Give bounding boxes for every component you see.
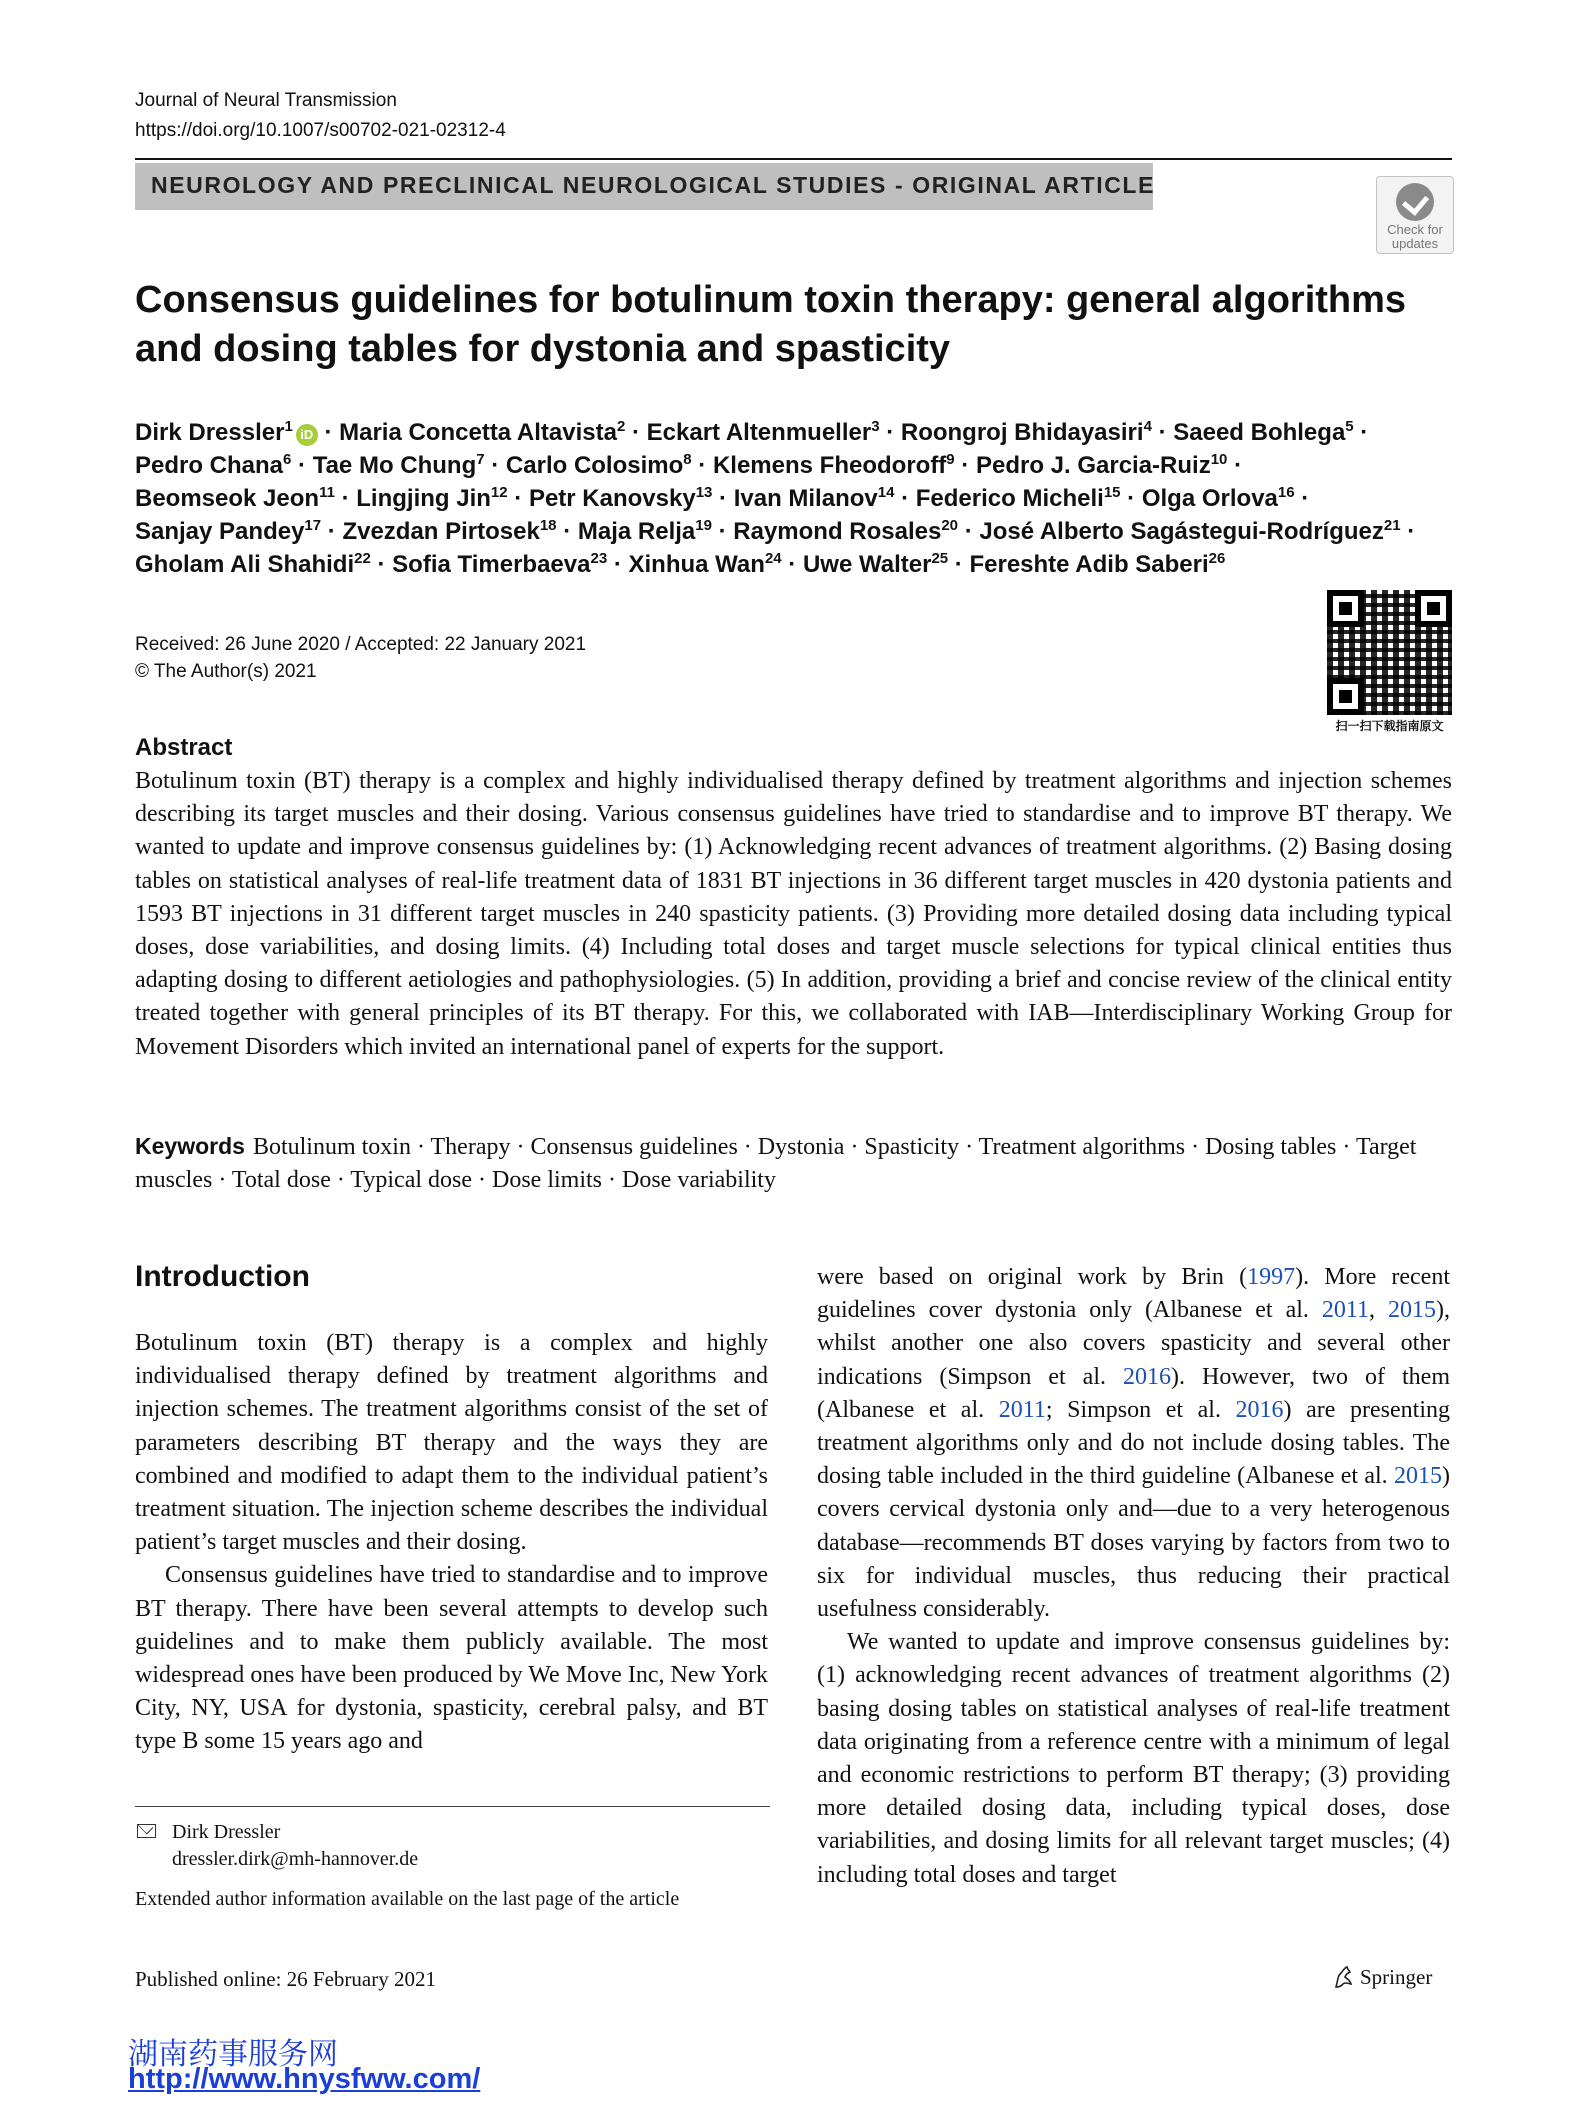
paragraph: We wanted to update and improve consensus guidelines by: (1) acknowledging recent advances of treatment algorithms (2) basing dosing tables on statistical analyses of real-life treatment data originating from a reference centre with a minimum of legal and economic restrictions to perform BT therapy; (3) providing more detailed dosing data, including typical doses, dose variabilities, and dosing limits for all relevant target muscles; (4) including total doses and target: [817, 1629, 1450, 1888]
author[interactable]: Zvezdan Pirtosek$^{18}$: [342, 517, 557, 545]
author[interactable]: Pedro Chana$^6$: [135, 451, 292, 479]
author[interactable]: Eckart Altenmueller$^3$: [646, 418, 880, 446]
copyright: © The Author(s) 2021: [135, 661, 317, 682]
author[interactable]: Dirk Dressler$^1$ iD: [135, 419, 318, 446]
author[interactable]: Petr Kanovsky$^{13}$: [528, 484, 713, 512]
publisher-name: Springer: [1360, 1965, 1433, 1989]
citation-link[interactable]: 2016: [1123, 1363, 1171, 1390]
check-for-updates-button[interactable]: [1376, 176, 1454, 254]
author[interactable]: Sofia Timerbaeva$^{23}$: [392, 550, 608, 578]
category-bar: [135, 163, 1156, 210]
paragraph: Consensus guidelines have tried to standardise and to improve BT therapy. There have been several attempts to develop such guidelines and to make them publicly available. The most widespread ones have been produced by We Move Inc, New York City, NY, USA for dystonia, spasticity, cerebral palsy, and BT type B some 15 years ago and: [135, 1562, 768, 1755]
corresponding-name: Dirk Dressler: [172, 1821, 281, 1843]
author[interactable]: Xinhua Wan$^{24}$: [628, 550, 782, 578]
envelope-icon: [137, 1824, 156, 1838]
abstract-heading: Abstract: [135, 734, 233, 761]
author[interactable]: Roongroj Bhidayasiri$^4$: [900, 418, 1152, 446]
author[interactable]: Beomseok Jeon$^{11}$: [135, 484, 335, 512]
keywords-label: Keywords: [135, 1133, 245, 1159]
title-line-1: Consensus guidelines for botulinum toxin therapy: general algorithms: [135, 279, 1407, 321]
paragraph: were based on original work by Brin (1997). More recent guidelines cover dystonia only (Albanese et al. 2011, 2015), whilst another one also covers spasticity and several other indications (Simpson et al. 2016). However, two of them (Albanese et al. 2011; Simpson et al. 2016) are presenting treatment algorithms only and do not include dosing tables. The dosing table included in the third guideline (Albanese et al. 2015) covers cervical dystonia only and—due to a very heterogenous database—recommends BT doses varying by factors from two to six for individual muscles, thus reducing their practical usefulness considerably.: [817, 1264, 1451, 1623]
corresponding-author: [172, 1819, 418, 1873]
check-updates-icon: [1396, 183, 1434, 221]
introduction-heading: Introduction: [135, 1260, 310, 1293]
author[interactable]: Klemens Fheodoroff$^9$: [712, 451, 955, 479]
author[interactable]: Gholam Ali Shahidi$^{22}$: [135, 550, 371, 578]
citation-link[interactable]: 2011: [1321, 1297, 1369, 1324]
author[interactable]: Uwe Walter$^{25}$: [802, 550, 949, 578]
paragraph: Botulinum toxin (BT) therapy is a complex and highly individualised therapy defined by treatment algorithms and injection schemes. The treatment algorithms consist of the set of parameters describing BT therapy and the ways they are combined and modified to adapt them to the individual patient’s treatment situation. The injection scheme describes the individual patient’s target muscles and their dosing.: [135, 1330, 768, 1556]
author[interactable]: Saeed Bohlega$^5$: [1173, 418, 1354, 446]
springer-horse-icon: [1332, 1965, 1354, 1989]
watermark-url[interactable]: http://www.hnysfww.com/: [128, 2063, 481, 2095]
citation-link[interactable]: 1997: [1247, 1264, 1296, 1290]
qr-code-icon[interactable]: [1327, 590, 1452, 715]
header-rule: [135, 158, 1452, 160]
article-title: [135, 276, 1425, 374]
citation-link[interactable]: 2011: [998, 1396, 1046, 1423]
qr-finder: [1415, 590, 1452, 627]
citation-link[interactable]: 2016: [1235, 1396, 1284, 1423]
author[interactable]: Maria Concetta Altavista$^2$: [339, 418, 626, 446]
journal-header: [135, 86, 506, 146]
extended-author-info: Extended author information available on the last page of the article: [135, 1888, 680, 1910]
email-link[interactable]: dressler.dirk@mh-hannover.de: [172, 1848, 419, 1870]
watermark-site-name: 湖南药事服务网: [128, 2037, 338, 2072]
author[interactable]: Olga Orlova$^{16}$: [1141, 484, 1295, 512]
qr-finder: [1327, 590, 1364, 627]
check-updates-label: Check for updates: [1387, 222, 1443, 251]
author[interactable]: Sanjay Pandey$^{17}$: [135, 517, 322, 545]
published-date: Published online: 26 February 2021: [135, 1967, 436, 1991]
footnote-rule: [135, 1806, 770, 1807]
keywords-text: Botulinum toxin · Therapy · Consensus guidelines · Dystonia · Spasticity · Treatment algorithms · Dosing tables · Target muscles · Total dose · Typical dose · Dose limits · Dose variability: [135, 1134, 1417, 1194]
author-list: Dirk Dressler$^1$ iD · Maria Concetta Altavista$^2$ · Eckart Altenmueller$^3$ · Roongroj Bhidayasiri$^4$ · Saeed Bohlega$^5$ · Pedro Chana$^6$ · Tae Mo Chung$^7$ · Carlo Colosimo$^8$ · Klemens Fheodoroff$^9$ · Pedro J. Garcia-Ruiz$^{10}$ · Beomseok Jeon$^{11}$ · Lingjing Jin$^{12}$ · Petr Kanovsky$^{13}$ · Ivan Milanov$^{14}$ · Federico Micheli$^{15}$ · Olga Orlova$^{16}$ · Sanjay Pandey$^{17}$ · Zvezdan Pirtosek$^{18}$ · Maja Relja$^{19}$ · Raymond Rosales$^{20}$ · José Alberto Sagástegui-Rodríguez$^{21}$ · Gholam Ali Shahidi$^{22}$ · Sofia Timerbaeva$^{23}$ · Xinhua Wan$^{24}$ · Uwe Walter$^{25}$ · Fereshte Adib Saberi$^{26}$: [135, 418, 1416, 578]
qr-caption: 扫一扫下载指南原文: [1335, 719, 1444, 733]
citation-link[interactable]: 2015: [1394, 1463, 1442, 1490]
qr-finder: [1327, 678, 1364, 715]
author[interactable]: Maja Relja$^{19}$: [577, 517, 712, 545]
received-accepted: Received: 26 June 2020 / Accepted: 22 January 2021: [135, 634, 587, 655]
author[interactable]: Tae Mo Chung$^7$: [312, 451, 485, 479]
author[interactable]: Lingjing Jin$^{12}$: [356, 484, 508, 512]
author[interactable]: Federico Micheli$^{15}$: [915, 484, 1121, 512]
author[interactable]: Fereshte Adib Saberi$^{26}$: [969, 550, 1226, 578]
publisher-logo[interactable]: [1332, 1962, 1432, 1992]
author[interactable]: Pedro J. Garcia-Ruiz$^{10}$: [975, 451, 1228, 479]
body-column-left: [135, 1327, 768, 1759]
article-dates: [135, 631, 586, 685]
author[interactable]: José Alberto Sagástegui-Rodríguez$^{21}$: [979, 517, 1401, 545]
title-line-2: and dosing tables for dystonia and spasticity: [135, 328, 951, 370]
abstract-text: Botulinum toxin (BT) therapy is a complex and highly individualised therapy defined by treatment algorithms and injection schemes describing its target muscles and their dosing. Various consensus guidelines have tried to standardise and to improve BT therapy. We wanted to update and improve consensus guidelines by: (1) Acknowledging recent advances of treatment algorithms. (2) Basing dosing tables on statistical analyses of real-life treatment data of 1831 BT injections in 36 different target muscles in 420 dystonia patients and 1593 BT injections in 31 different target muscles in 240 spasticity patients. (3) Providing more detailed dosing data including typical doses, dose variabilities, and dosing limits. (4) Including total doses and target muscle selections for typical clinical entities thus adapting dosing to different aetiologies and pathophysiologies. (5) In addition, providing a brief and concise review of the clinical entity treated together with general principles of its BT therapy. For this, we collaborated with IAB—Interdisciplinary Working Group for Movement Disorders which invited an international panel of experts for the support.: [135, 768, 1452, 1060]
doi-link[interactable]: https://doi.org/10.1007/s00702-021-02312-4: [135, 120, 506, 141]
article-category: NEUROLOGY AND PRECLINICAL NEUROLOGICAL STUDIES - ORIGINAL ARTICLE: [151, 172, 1156, 198]
keywords: [135, 1130, 1452, 1197]
body-column-right: [817, 1261, 1450, 1892]
citation-link[interactable]: 2015: [1388, 1297, 1437, 1324]
author[interactable]: Ivan Milanov$^{14}$: [733, 484, 895, 512]
author[interactable]: Carlo Colosimo$^8$: [505, 451, 692, 479]
orcid-icon[interactable]: iD: [296, 424, 318, 446]
author[interactable]: Raymond Rosales$^{20}$: [733, 517, 959, 545]
journal-name: Journal of Neural Transmission: [135, 90, 397, 111]
